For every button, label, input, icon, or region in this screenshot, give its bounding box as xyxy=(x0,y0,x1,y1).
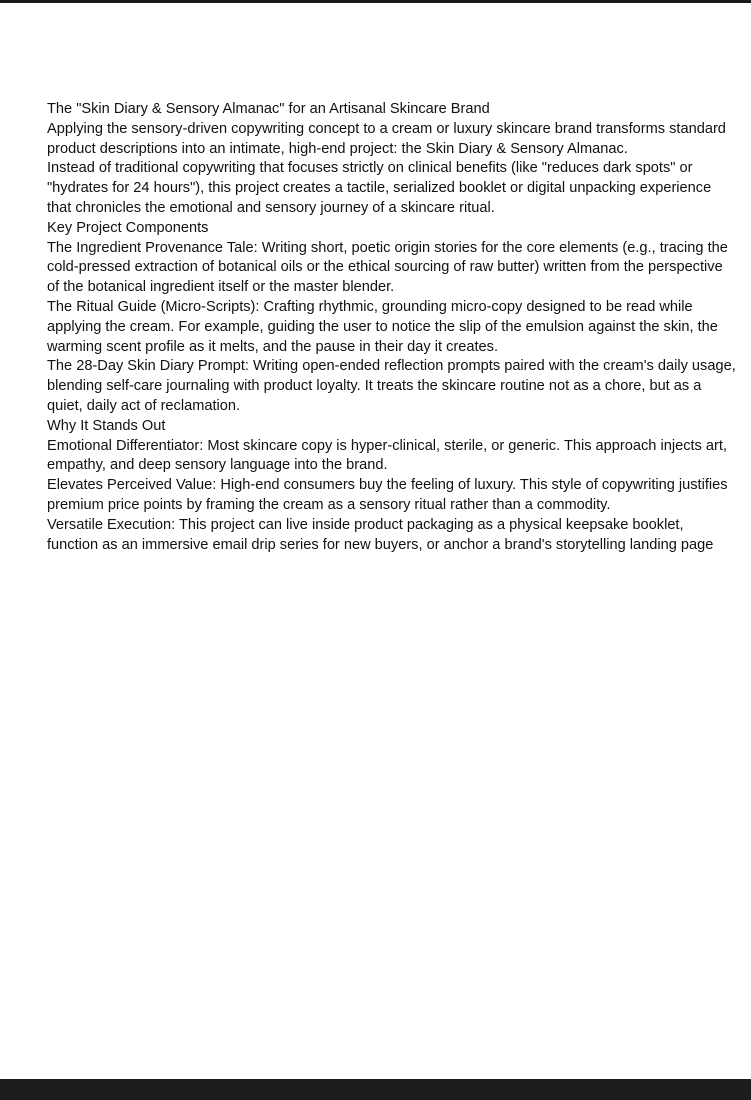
document-body xyxy=(47,100,737,555)
document-title: The "Skin Diary & Sensory Almanac" for an Artisanal Skincare Brand xyxy=(47,101,490,117)
component-skin-diary-prompt: The 28-Day Skin Diary Prompt: Writing open-ended reflection prompts paired with the cream's daily usage, blending self-care journaling with product loyalty. It treats the skincare routine not as a chore, but as a quiet, daily act of reclamation. xyxy=(47,358,736,414)
top-edge-bar xyxy=(0,0,751,3)
reason-emotional-differentiator: Emotional Differentiator: Most skincare copy is hyper-clinical, sterile, or generic. This approach injects art, empathy, and deep sensory language into the brand. xyxy=(47,437,727,474)
bottom-navigation-bar xyxy=(0,1079,751,1100)
intro-paragraph-1: Applying the sensory-driven copywriting concept to a cream or luxury skincare brand transforms standard product descriptions into an intimate, high-end project: the Skin Diary & Sensory Almanac. xyxy=(47,120,726,157)
reason-versatile-execution: Versatile Execution: This project can live inside product packaging as a physical keepsake booklet, function as an immersive email drip series for new buyers, or anchor a brand's storytelling landing page xyxy=(47,516,714,553)
reason-elevates-value: Elevates Perceived Value: High-end consumers buy the feeling of luxury. This style of copywriting justifies premium price points by framing the cream as a sensory ritual rather than a commodity. xyxy=(47,477,728,513)
component-provenance-tale: The Ingredient Provenance Tale: Writing short, poetic origin stories for the core elements (e.g., tracing the cold-pressed extraction of botanical oils or the ethical sourcing of raw butter) written from the perspective of the botanical ingredient itself or the master blender. xyxy=(47,239,728,296)
why-heading: Why It Stands Out xyxy=(47,417,166,434)
intro-paragraph-2: Instead of traditional copywriting that focuses strictly on clinical benefits (like "reduces dark spots" or "hydrates for 24 hours"), this project creates a tactile, serialized booklet or digital unpacking experience that chronicles the emotional and sensory journey of a skincare ritual. xyxy=(47,160,712,216)
components-heading: Key Project Components xyxy=(47,219,209,236)
component-ritual-guide: The Ritual Guide (Micro-Scripts): Crafting rhythmic, grounding micro-copy designed to be read while applying the cream. For example, guiding the user to notice the slip of the emulsion against the skin, the warming scent profile as it melts, and the pause in their day it creates. xyxy=(47,298,718,355)
